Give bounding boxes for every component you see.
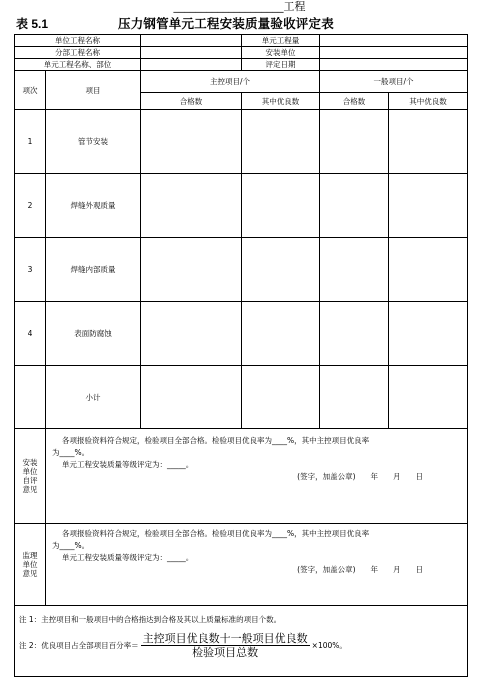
main-control-header: 主控项目/个 <box>141 71 320 93</box>
installer-opinion-line3: 单元工程安装质量等级评定为：_____。 <box>62 460 194 469</box>
subtotal-row <box>15 366 468 429</box>
table-number: 表 5.1 <box>16 17 49 31</box>
general-qualified-cell[interactable] <box>320 238 389 302</box>
element-name-location-value[interactable] <box>141 59 242 71</box>
evaluation-date-label: 评定日期 <box>242 59 320 71</box>
supervisor-opinion-line2: 为____%。 <box>52 541 90 550</box>
notes-cell <box>15 606 468 677</box>
installer-value[interactable] <box>320 47 468 59</box>
main-excellent-cell[interactable] <box>242 110 320 174</box>
subtotal-label: 小计 <box>46 366 141 429</box>
main-qualified-cell[interactable] <box>141 174 242 238</box>
notes-row <box>15 606 468 677</box>
table-row <box>15 110 468 174</box>
installer-opinion-content[interactable] <box>46 429 468 524</box>
project-name-line: ____________________工程 <box>173 0 306 13</box>
main-excellent-cell[interactable] <box>242 238 320 302</box>
general-qualified-subtotal[interactable] <box>320 366 389 429</box>
index-header: 项次 <box>15 71 46 110</box>
item-name: 表面防腐蚀 <box>46 302 141 366</box>
item-number: 4 <box>15 302 46 366</box>
general-excellent-subtotal[interactable] <box>389 366 468 429</box>
installer-label: 安装单位 <box>242 47 320 59</box>
supervisor-opinion-label: 监理 单位 意见 <box>15 524 46 606</box>
main-excellent-header: 其中优良数 <box>242 93 320 110</box>
element-name-location-label: 单元工程名称、部位 <box>15 59 141 71</box>
main-excellent-cell[interactable] <box>242 302 320 366</box>
item-number: 2 <box>15 174 46 238</box>
acceptance-table <box>14 34 468 677</box>
general-excellent-cell[interactable] <box>389 302 468 366</box>
main-qualified-header: 合格数 <box>141 93 242 110</box>
division-project-name-label: 分部工程名称 <box>15 47 141 59</box>
main-excellent-subtotal[interactable] <box>242 366 320 429</box>
supervisor-opinion-content[interactable] <box>46 524 468 606</box>
supervisor-opinion-line1: 各项报验资料符合规定，检验项目全部合格。检验项目优良率为____%，其中主控项目优良率 <box>62 529 370 538</box>
column-header-row-1 <box>15 71 468 93</box>
main-qualified-subtotal[interactable] <box>141 366 242 429</box>
info-row-2 <box>15 47 468 59</box>
main-qualified-cell[interactable] <box>141 110 242 174</box>
installer-signature-line: (签字，加盖公章) 年 月 日 <box>297 472 423 481</box>
note-2-prefix: 注 2：优良项目占全部项目百分率＝ <box>19 641 139 650</box>
general-excellent-cell[interactable] <box>389 238 468 302</box>
division-project-name-value[interactable] <box>141 47 242 59</box>
unit-project-name-value[interactable] <box>141 35 242 47</box>
formula-denominator: 检验项目总数 <box>192 646 259 659</box>
info-row-3 <box>15 59 468 71</box>
supervisor-signature-line: (签字，加盖公章) 年 月 日 <box>297 565 423 574</box>
unit-element-quantity-value[interactable] <box>320 35 468 47</box>
general-excellent-cell[interactable] <box>389 174 468 238</box>
installer-opinion-row <box>15 429 468 524</box>
general-qualified-header: 合格数 <box>320 93 389 110</box>
item-name: 管节安装 <box>46 110 141 174</box>
general-excellent-header: 其中优良数 <box>389 93 468 110</box>
formula-suffix: ×100%。 <box>311 641 347 650</box>
general-qualified-cell[interactable] <box>320 302 389 366</box>
table-row <box>15 302 468 366</box>
item-number: 1 <box>15 110 46 174</box>
unit-element-quantity-label: 单元工程量 <box>242 35 320 47</box>
note-2 <box>19 632 463 659</box>
table-row <box>15 238 468 302</box>
general-excellent-cell[interactable] <box>389 110 468 174</box>
excellence-rate-formula <box>141 632 310 659</box>
main-qualified-cell[interactable] <box>141 238 242 302</box>
supervisor-opinion-row <box>15 524 468 606</box>
general-qualified-cell[interactable] <box>320 110 389 174</box>
note-1: 注 1：主控项目和一般项目中的合格指达到合格及其以上质量标准的项目个数。 <box>19 615 282 624</box>
installer-opinion-label: 安装 单位 自评 意见 <box>15 429 46 524</box>
item-header: 项目 <box>46 71 141 110</box>
table-row <box>15 174 468 238</box>
info-row-1 <box>15 35 468 47</box>
main-qualified-cell[interactable] <box>141 302 242 366</box>
item-number: 3 <box>15 238 46 302</box>
installer-opinion-line2: 为____%。 <box>52 448 90 457</box>
general-qualified-cell[interactable] <box>320 174 389 238</box>
general-header: 一般项目/个 <box>320 71 468 93</box>
page-title: 压力钢管单元工程安装质量验收评定表 <box>118 16 334 31</box>
item-name: 焊缝外观质量 <box>46 174 141 238</box>
main-excellent-cell[interactable] <box>242 174 320 238</box>
unit-project-name-label: 单位工程名称 <box>15 35 141 47</box>
evaluation-date-value[interactable] <box>320 59 468 71</box>
item-name: 焊缝内部质量 <box>46 238 141 302</box>
supervisor-opinion-line3: 单元工程安装质量等级评定为：_____。 <box>62 553 194 562</box>
formula-numerator: 主控项目优良数十一般项目优良数 <box>142 632 308 645</box>
subtotal-index-cell <box>15 366 46 429</box>
installer-opinion-line1: 各项报验资料符合规定，检验项目全部合格。检验项目优良率为____%，其中主控项目优良率 <box>62 436 370 445</box>
